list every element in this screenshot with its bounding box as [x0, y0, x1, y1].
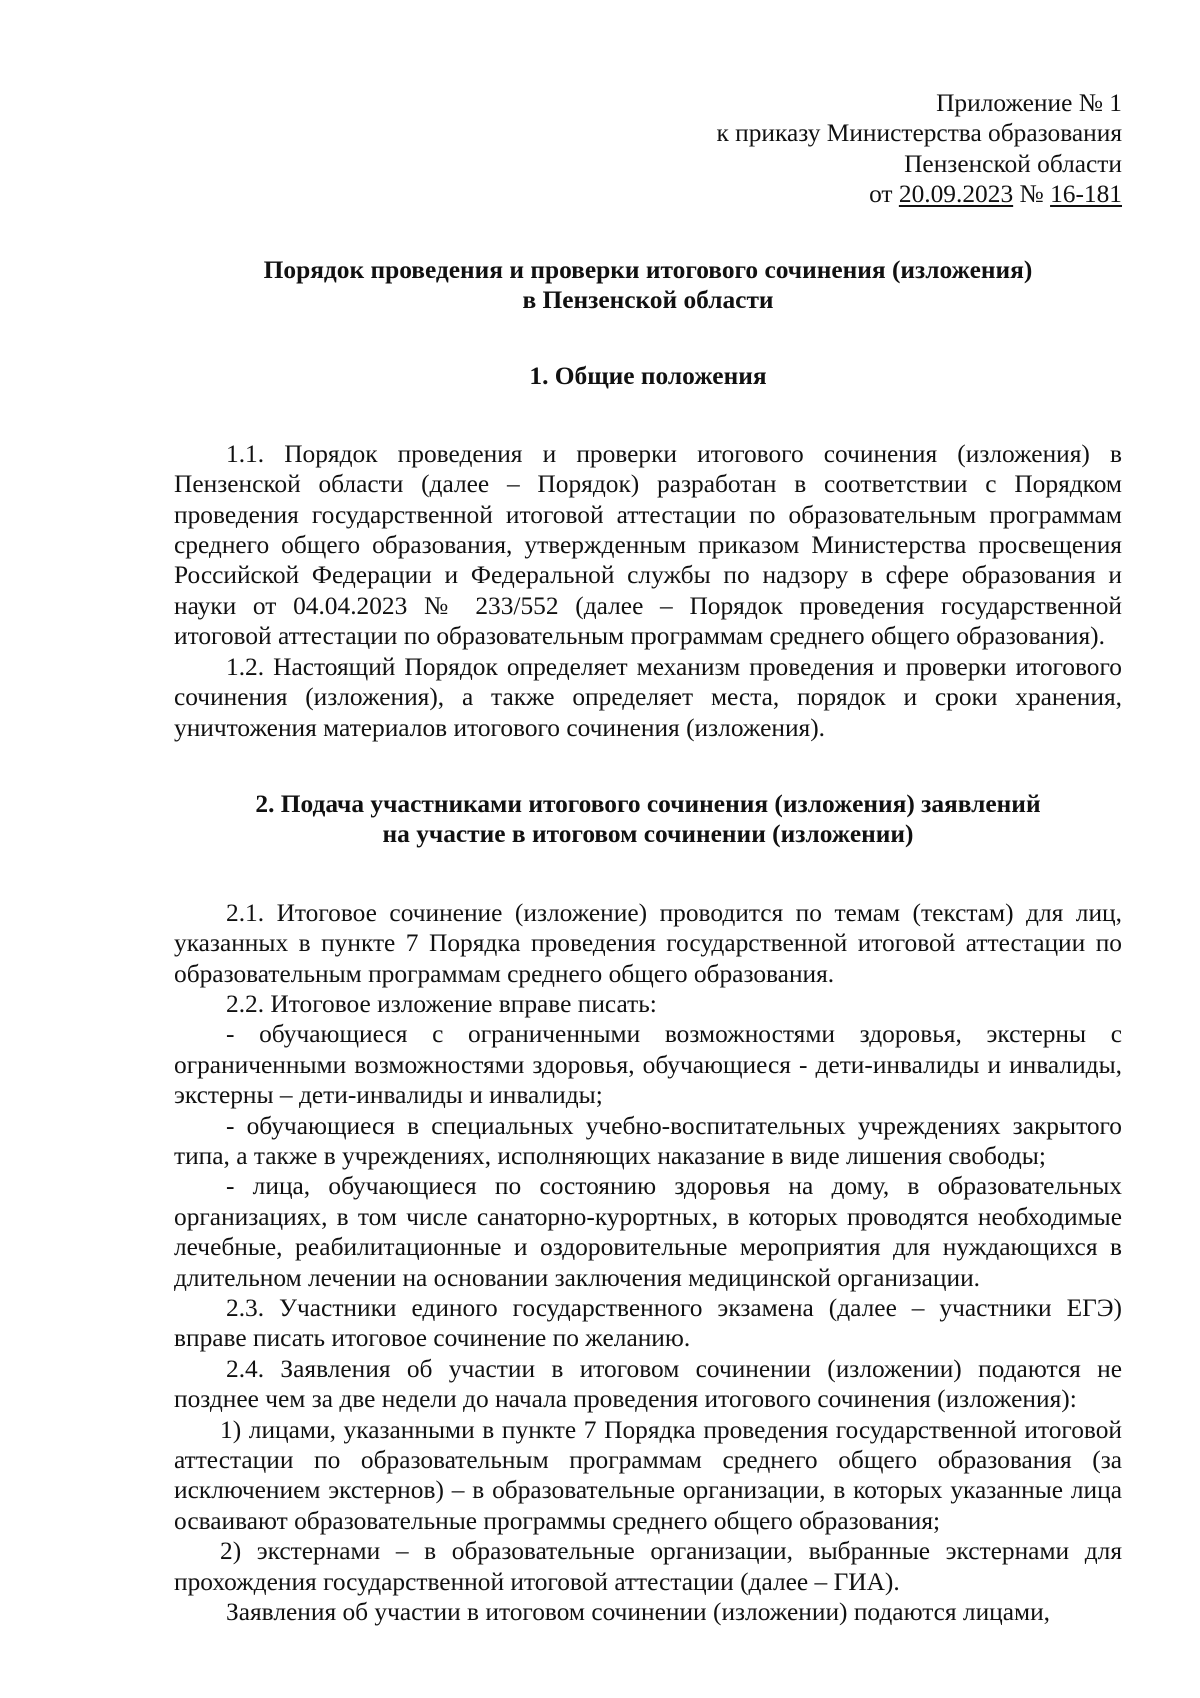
paragraph-2-4-continued: Заявления об участии в итоговом сочинении (изложении) подаются лицами, [226, 1598, 1051, 1627]
paragraph-1-2: 1.2. Настоящий Порядок определяет механизм проведения и проверки итогового сочинения (изложения), а также определяет места, порядок и сроки хранения, уничтожения материалов итогового сочинения (изложения). [174, 652, 1122, 742]
document-content [174, 88, 1122, 1627]
section-1-heading-text: 1. Общие положения [529, 362, 767, 391]
list-item-dash-3: - лица, обучающиеся по состоянию здоровья на дому, в образовательных организациях, в том числе санаторно-курортных, в которых проводятся необходимые лечебные, реабилитационные и оздоровительные мероприятия для нуждающихся в длительном лечении на основании заключения медицинской организации. [174, 1172, 1122, 1292]
paragraph-2-4: 2.4. Заявления об участии в итоговом сочинении (изложении) подаются не позднее чем за две недели до начала проведения итогового сочинения (изложения): [174, 1354, 1122, 1414]
annex-order-number: 16-181 [1050, 180, 1122, 209]
list-item-dash-2: - обучающиеся в специальных учебно-воспитательных учреждениях закрытого типа, а также в учреждениях, исполняющих наказание в виде лишения свободы; [174, 1111, 1122, 1170]
section-2-heading-line-1: 2. Подача участниками итогового сочинения (изложения) заявлений [255, 789, 1041, 818]
annex-number: Приложение № 1 [936, 89, 1122, 117]
section-2-body [174, 898, 1122, 1628]
document-title [174, 255, 1122, 316]
annex-number-prefix: № [1013, 180, 1051, 209]
paragraph-2-3: 2.3. Участники единого государственного экзамена (далее – участники ЕГЭ) вправе писать итоговое сочинение по желанию. [174, 1294, 1122, 1353]
annex-date: 20.09.2023 [898, 180, 1014, 209]
section-1-body [174, 439, 1122, 743]
paragraph-2-1: 2.1. Итоговое сочинение (изложение) проводится по темам (текстам) для лиц, указанных в пункте 7 Порядка проведения государственной итоговой аттестации по образовательным программам среднего общего образования. [174, 898, 1122, 988]
annex-date-line [174, 179, 1122, 209]
annex-header [174, 88, 1122, 210]
annex-region: Пензенской области [904, 149, 1122, 178]
paragraph-1-1: 1.1. Порядок проведения и проверки итогового сочинения (изложения) в Пензенской области (далее – Порядок) разработан в соответствии с Порядком проведения государственной итоговой аттестации по образовательным программам среднего общего образования, утвержденным приказом Министерства просвещения Российской Федерации и Федеральной службы по надзору в сфере образования и науки от 04.04.2023 № 233/552 (далее – Порядок проведения государственной итоговой аттестации по образовательным программам среднего общего образования). [174, 439, 1122, 651]
annex-order-ref: к приказу Министерства образования [716, 119, 1122, 148]
list-item-dash-1: - обучающиеся с ограниченными возможностями здоровья, экстерны с ограниченными возможностями здоровья, обучающиеся - дети-инвалиды и инвалиды, экстерны – дети-инвалиды и инвалиды; [174, 1020, 1122, 1110]
section-2-heading-line-2: на участие в итоговом сочинении (изложении) [382, 820, 914, 849]
list-item-numbered-2: 2) экстернами – в образовательные организации, выбранные экстернами для прохождения государственной итоговой аттестации (далее – ГИА). [174, 1537, 1122, 1596]
paragraph-2-2: 2.2. Итоговое изложение вправе писать: [226, 989, 657, 1018]
annex-date-prefix: от [869, 180, 899, 209]
list-item-numbered-1: 1) лицами, указанными в пункте 7 Порядка проведения государственной итоговой аттестации по образовательным программам среднего общего образования (за исключением экстернов) – в образовательные организации, в которых указанные лица осваивают образовательные программы среднего общего образования; [174, 1415, 1122, 1535]
document-title-line-2: в Пензенской области [522, 286, 774, 315]
section-2-heading [174, 789, 1122, 850]
document-title-line-1: Порядок проведения и проверки итогового сочинения (изложения) [263, 255, 1033, 284]
section-1-heading [174, 361, 1122, 391]
